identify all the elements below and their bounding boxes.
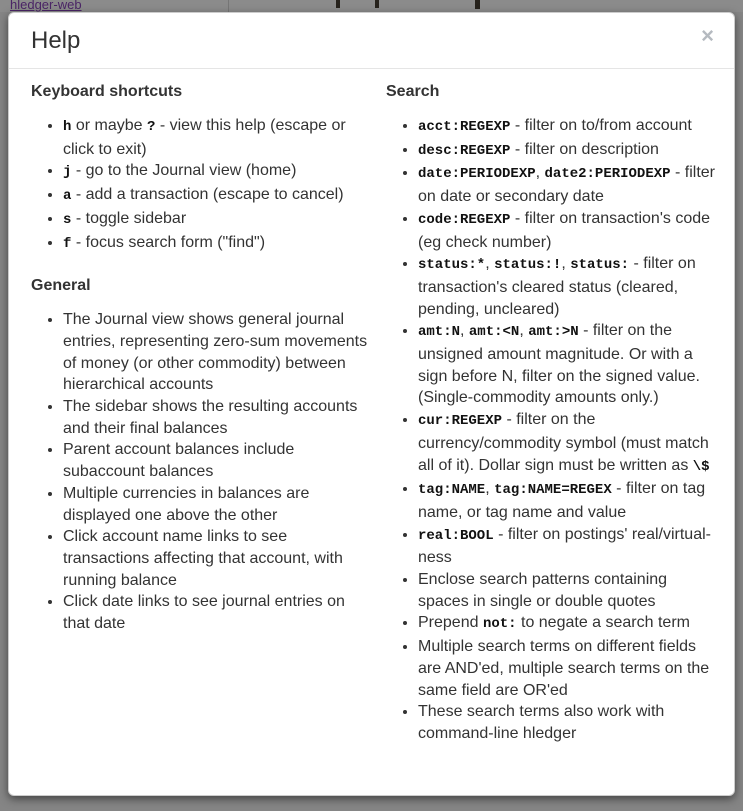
text-span: The sidebar shows the resulting accounts and their final balances [63, 398, 358, 437]
help-modal [8, 12, 735, 796]
list-item [418, 409, 718, 478]
text-span: Multiple search terms on different fields are AND'ed, multiple search terms on the same field are OR'ed [418, 638, 710, 699]
list-item [63, 526, 371, 591]
text-span: , [460, 322, 469, 340]
text-span: - filter on transaction's code (eg check number) [418, 209, 711, 251]
list-item [418, 636, 718, 701]
code-span: status:* [418, 257, 486, 274]
text-span: Click date links to see journal entries on that date [63, 593, 345, 633]
code-span: not: [482, 616, 517, 633]
text-span: Parent account balances include subaccount balances [63, 441, 295, 481]
text-span: , [485, 480, 495, 498]
text-span: - filter on transaction's cleared status (cleared, pending, uncleared) [418, 255, 696, 318]
help-column-left [31, 83, 371, 767]
text-span: , [485, 255, 495, 273]
modal-header [9, 13, 734, 69]
code-span: amt:N [418, 324, 461, 341]
list-item [63, 115, 371, 160]
list-item [418, 208, 718, 253]
background-brand-link: hledger-web [10, 0, 82, 12]
list-item [63, 208, 371, 232]
close-icon[interactable]: × [701, 23, 714, 48]
code-span: amt:<N [468, 324, 520, 341]
list-item [418, 115, 718, 139]
text-span: - filter on the currency/commodity symbol (must match all of it). Dollar sign must be written as [418, 411, 709, 474]
text-span: or maybe [71, 117, 147, 134]
text-span: - add a transaction (escape to cancel) [71, 186, 344, 204]
text-span: , [561, 255, 571, 273]
section-list [31, 309, 371, 635]
code-span: s [63, 211, 72, 228]
text-span: These search terms also work with command-line hledger [418, 703, 665, 742]
help-column-right [386, 83, 718, 767]
list-item [63, 232, 371, 256]
code-span: f [63, 235, 72, 252]
text-span: - filter on the unsigned amount magnitude. Or with a sign before N, filter on the signed value. (Single-commodity amounts only.) [418, 322, 700, 407]
text-span: - focus search form ("find") [71, 233, 266, 251]
code-span: a [63, 188, 72, 205]
code-span: tag:NAME=REGEX [494, 482, 612, 499]
text-span: - filter on description [510, 140, 659, 158]
code-span: ? [147, 119, 156, 135]
modal-body [9, 69, 734, 787]
text-span: The Journal view shows general journal entries, representing zero-sum movements of money (or other commodity) between hierarchical accounts [63, 311, 368, 394]
section-list [386, 115, 718, 745]
code-span: amt:>N [528, 324, 579, 341]
text-span: Click account name links to see transactions affecting that account, with running balance [63, 528, 343, 589]
text-span: Prepend [418, 614, 483, 632]
list-item [63, 396, 371, 439]
list-item [418, 524, 718, 569]
list-item [418, 478, 718, 523]
code-span: status: [570, 257, 630, 274]
list-item [63, 483, 371, 526]
code-span: h [63, 119, 72, 135]
section-heading: Keyboard shortcuts [31, 83, 183, 100]
text-span: - go to the Journal view (home) [71, 162, 297, 180]
text-span: - filter on to/from account [510, 117, 692, 134]
list-item [63, 309, 371, 396]
list-item [418, 139, 718, 163]
code-span: acct:REGEXP [418, 119, 511, 135]
text-span: - toggle sidebar [71, 209, 187, 227]
section-heading: General [31, 277, 91, 295]
modal-title: Help [31, 27, 81, 54]
list-item [63, 591, 371, 634]
code-span: \$ [692, 458, 710, 475]
background-page-strip [0, 0, 743, 12]
section-heading: Search [386, 83, 440, 100]
code-span: cur:REGEXP [418, 413, 503, 430]
code-span: date2:PERIODEXP [544, 166, 671, 183]
code-span: real:BOOL [418, 527, 494, 544]
text-span: to negate a search term [516, 614, 690, 632]
background-page-title-fragment [375, 0, 379, 8]
text-span: - filter on tag name, or tag name and value [418, 480, 706, 521]
text-span: , [519, 322, 529, 340]
list-item [63, 439, 371, 482]
code-span: desc:REGEXP [418, 142, 511, 159]
background-page-title-fragment [475, 0, 480, 9]
text-span: , [535, 164, 545, 182]
list-item [418, 253, 718, 320]
section-list [31, 115, 371, 255]
code-span: status:! [494, 257, 562, 274]
list-item [418, 320, 718, 409]
list-item [63, 160, 371, 184]
list-item [63, 184, 371, 208]
list-item [418, 612, 718, 636]
text-span: Multiple currencies in balances are displayed one above the other [63, 484, 310, 524]
text-span: - view this help (escape or click to exit) [63, 117, 346, 158]
code-span: code:REGEXP [418, 211, 511, 228]
text-span: Enclose search patterns containing spaces in single or double quotes [418, 571, 668, 610]
background-page-title-fragment [336, 0, 340, 8]
code-span: j [63, 164, 72, 181]
list-item [418, 162, 718, 207]
text-span: - filter on date or secondary date [418, 164, 715, 206]
text-span: - filter on postings' real/virtual-ness [418, 525, 711, 567]
list-item [418, 569, 718, 612]
list-item [418, 701, 718, 744]
code-span: date:PERIODEXP [418, 166, 536, 183]
code-span: tag:NAME [418, 482, 486, 499]
background-sidebar-divider [228, 0, 229, 12]
